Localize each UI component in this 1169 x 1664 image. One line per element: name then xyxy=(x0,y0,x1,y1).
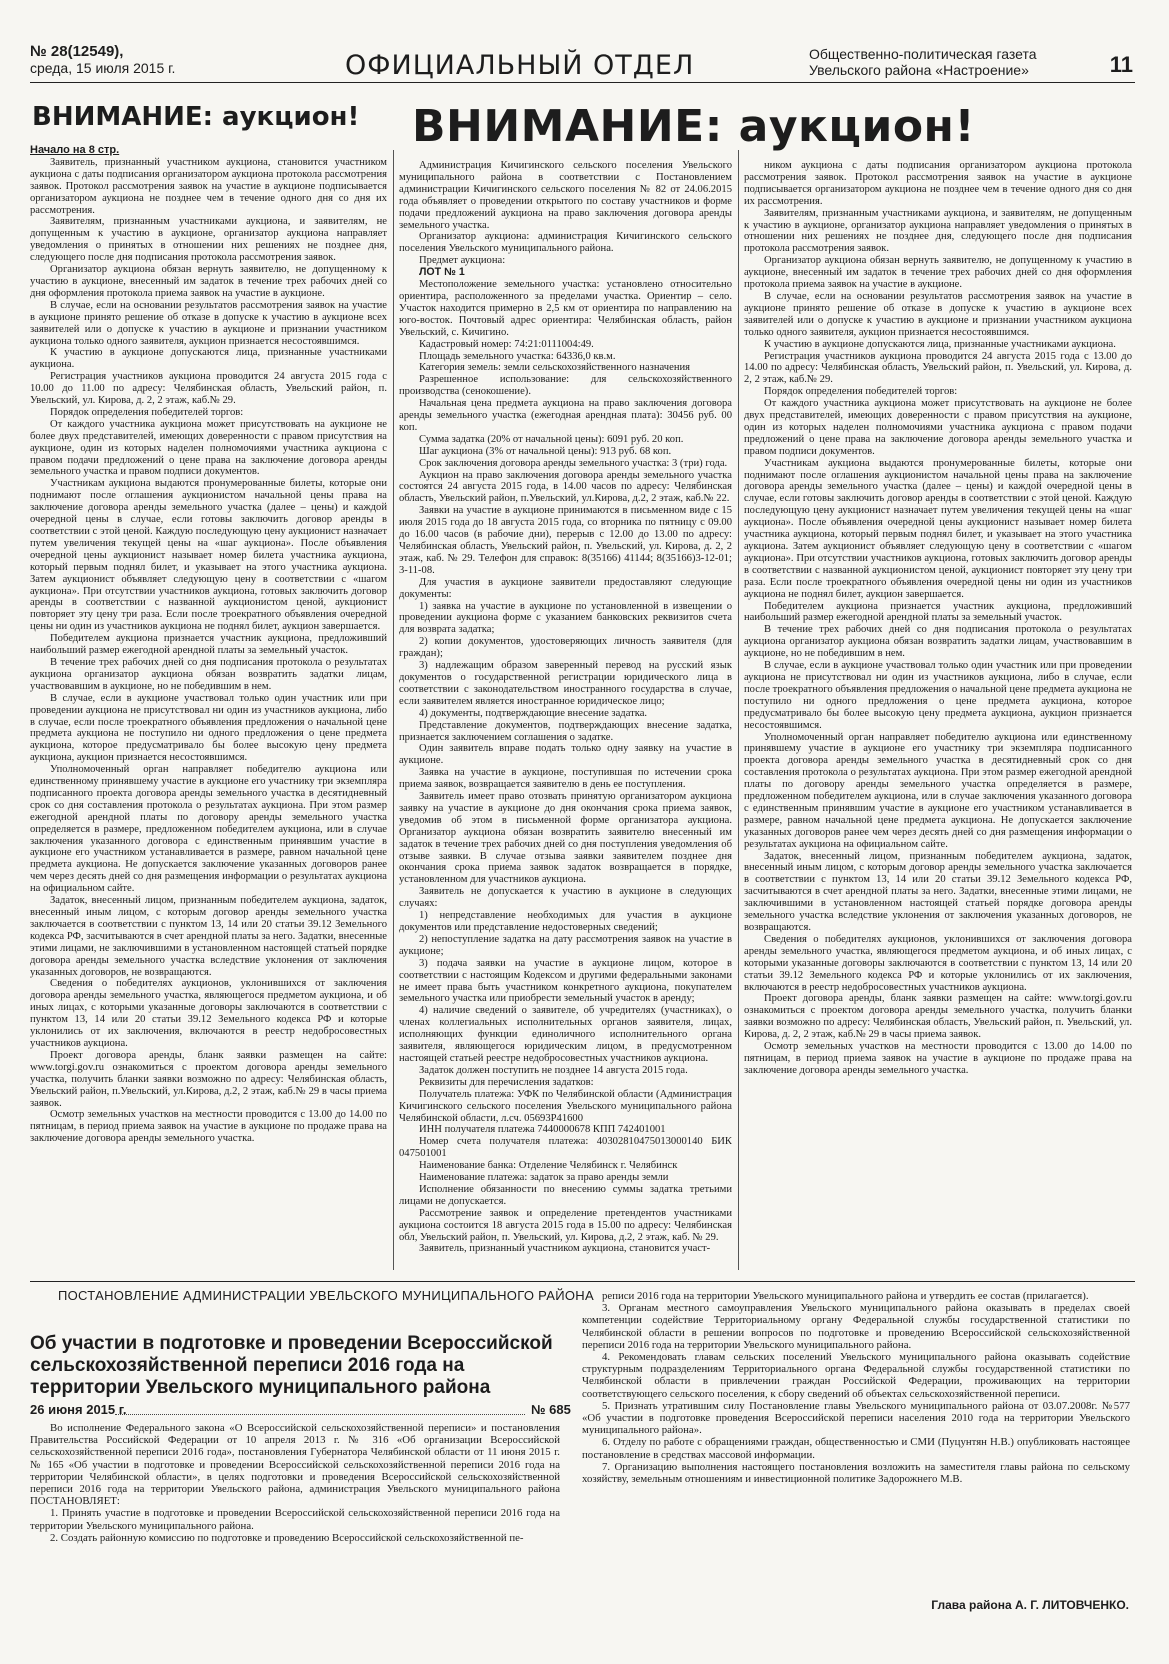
paragraph: 3) подача заявки на участие в аукционе лицом, которое в соответствии с настоящим Кодексом и другими федеральными законами не имеет права быть участником конкретного аукциона, покупателем земельного участка или приобрести земельный участок в аренду; xyxy=(399,957,732,1005)
paragraph: Проект договора аренды, бланк заявки размещен на сайте: www.torgi.gov.ru ознакомиться с проектом договора аренды земельного участка, получить бланки заявки возможно по адресу: Челябинская область, Увельский район, п. Увельский, ул. Кирова, д. 2, 2 этаж, каб.№ 29 в часы приема заявок. xyxy=(744,993,1132,1041)
paragraph: Категория земель: земли сельскохозяйственного назначения xyxy=(419,362,691,374)
paragraph: 1. Принять участие в подготовке и проведении Всероссийской сельскохозяйственной переписи 2016 года на территории Увельского муниципального района. xyxy=(30,1507,560,1532)
paragraph: К участию в аукционе допускаются лица, признанные участниками аукциона. xyxy=(30,347,387,371)
resolution-number: № 685 xyxy=(531,1402,571,1417)
paragraph: 1) заявка на участие в аукционе по установленной в извещении о проведении аукциона форме с указанием банковских реквизитов счета для возврата задатка; xyxy=(399,600,732,636)
paragraph: 2. Создать районную комиссию по подготовке и проведению Всероссийской сельскохозяйственной пе- xyxy=(50,1531,524,1544)
paragraph: 4) документы, подтверждающие внесение задатка. xyxy=(419,707,648,719)
issue-info xyxy=(30,44,175,76)
paragraph: В случае, если в аукционе участвовал только один участник или при проведении аукциона не присутствовал ни один из участников аукциона, либо в случае, если после троекратного объявления предложения о начальной цене предмета аукциона не поступило ни одного предложения о цене предмета аукциона, которое предусматривало бы более высокую цену предмета аукциона, аукцион признается несостоявшимся. xyxy=(744,660,1132,731)
paragraph: Победителем аукциона признается участник аукциона, предложивший наибольший размер ежегодной арендной платы за земельный участок. xyxy=(744,600,1132,624)
article-column-1 xyxy=(30,145,387,1273)
paragraph: Заявка на участие в аукционе, поступившая по истечении срока приема заявок, возвращается заявителю в день ее поступления. xyxy=(399,767,732,791)
paragraph: ником аукциона с даты подписания организатором аукциона протокола рассмотрения заявок. Протокол рассмотрения заявок на участие в аукционе подписывается организатором аукциона не позднее чем в течение одного дня со дня их рассмотрения. xyxy=(744,160,1132,207)
paragraph: 4) наличие сведений о заявителе, об учредителях (участниках), о членах коллегиальных исполнительных органов заявителя, лицах, исполняющих функции единоличного исполнительного органа заявителя, являющегося юридическим лицом, в предусмотренном настоящей статьей реестре недобросовестных участников аукциона. xyxy=(399,1005,732,1064)
page-number: 11 xyxy=(1109,52,1133,77)
column-divider xyxy=(738,150,739,1270)
paragraph: 3. Органам местного самоуправления Увельского муниципального района оказывать в пределах своей компетенции содействие Территориальному органу Федеральной службы государственной статистики по Челябинской области в решении вопросов по подготовке и проведению Всероссийской сельскохозяйственной переписи 2016 года на территории Увельского муниципального района. xyxy=(582,1302,1130,1351)
paragraph: Заявки на участие в аукционе принимаются в письменном виде с 15 июля 2015 года до 18 августа 2015 года, со вторника по пятницу с 09.00 до 16.00 часов (в рабочие дни), перерыв с 12.00 до 13.00 по адресу: Челябинская область, Увельский район, п. Увельский, ул. Кирова, д. 2, 2 этаж, каб. № 29. Телефон для справок: 8(35166) 41144; 8(35166)3-12-01; 3-11-08. xyxy=(399,505,732,576)
resolution-date: 26 июня 2015 г. xyxy=(30,1402,127,1417)
big-headline: ВНИМАНИЕ: аукцион! xyxy=(412,101,976,152)
paragraph: Участникам аукциона выдаются пронумерованные билеты, которые они поднимают после оглашения аукционистом начальной цены права на заключение договора аренды земельного участка (далее – цены) и каждой очередной цены в случае, если готовы заключить договор аренды в соответствии с этой ценой. Каждую последующую цену аукционист назначает путем увеличения текущей цены на «шаг аукциона». После объявления очередной цены аукционист называет номер билета участника аукциона, который первым поднял билет, и указывает на этого участника аукциона. Затем аукционист объявляет следующую цену в соответствии с «шагом аукциона». При отсутствии участников аукциона, готовых заключить договор аренды в соответствии с названной аукционистом ценой, аукционист повторяет эту цену три раза. Если после троекратного объявления очередной цены ни один из участников аукциона не поднял билет, аукцион завершается. xyxy=(744,457,1132,600)
paragraph: Заявитель, признанный участником аукциона, становится участником аукциона с даты подписания организатором аукциона протокола рассмотрения заявок. Протокол рассмотрения заявок на участие в аукционе подписывается организатором аукциона не позднее чем в течение одного дня со дня их рассмотрения. xyxy=(30,156,387,216)
paragraph: Уполномоченный орган направляет победителю аукциона или единственному принявшему участие в аукционе его участнику три экземпляра подписанного проекта договора аренды земельного участка в десятидневный срок со дня составления протокола о результатах аукциона. При этом размер ежегодной арендной платы по договору аренды земельного участка определяется в размере, предложенном победителем аукциона, или в случае заключения указанного договора с единственным принявшим участие в аукционе его участником устанавливается в размере, равном начальной цене предмета аукциона. Не допускается заключение указанных договоров ранее чем через десять дней со дня размещения информации о результатах аукциона на официальном сайте. xyxy=(30,764,387,895)
paragraph: В случае, если в аукционе участвовал только один участник или при проведении аукциона не присутствовал ни один из участников аукциона, либо в случае, если после троекратного объявления предложения о начальной цене предмета аукциона не поступило ни одного предложения о цене предмета аукциона, которое предусматривало бы более высокую цену предмета аукциона, аукцион признается несостоявшимся. xyxy=(30,692,387,764)
paragraph: Организатор аукциона: администрация Кичигинского сельского поселения Увельского муниципального района. xyxy=(399,231,732,255)
paragraph: Порядок определения победителей торгов: xyxy=(50,406,244,418)
resolution-right-column xyxy=(582,1290,1130,1485)
article-column-3 xyxy=(744,160,1132,1273)
paragraph: Кадастровый номер: 74:21:0111004:49. xyxy=(419,338,594,350)
paragraph: Победителем аукциона признается участник аукциона, предложивший наибольший размер ежегодной арендной платы за земельный участок. xyxy=(30,633,387,657)
paragraph: В течение трех рабочих дней со дня подписания протокола о результатах аукциона организатор аукциона обязан возвратить задатки лицам, участвовавшим в аукционе, но не победившим в нем. xyxy=(744,624,1132,660)
continuation-note: Начало на 8 стр. xyxy=(30,145,120,156)
paragraph: Местоположение земельного участка: установлено относительно ориентира, расположенного за пределами участка. Ориентир – село. Участок находится примерно в 2,5 км от ориентира по направлению на юго-восток. Почтовый адрес ориентира: Челябинская область, район Увельский, с. Кичигино. xyxy=(399,279,732,338)
paragraph: Заявитель имеет право отозвать принятую организатором аукциона заявку на участие в аукционе до дня окончания срока приема заявок, уведомив об этом в письменной форме организатора аукциона. Организатор аукциона обязан возвратить заявителю внесенный им задаток в течение трех рабочих дней со дня поступления уведомления об отзыве заявки. В случае отзыва заявки заявителем позднее дня окончания срока приема заявок задаток возвращается в порядке, установленном для участников аукциона. xyxy=(399,791,732,886)
paragraph: Задаток должен поступить не позднее 14 августа 2015 года. xyxy=(419,1064,688,1076)
paragraph: 5. Признать утратившим силу Постановление главы Увельского муниципального района от 03.07.2008г. №577 «Об участии в подготовке проведения Всероссийской переписи населения 2010 года на территории Увельского муниципального района». xyxy=(582,1399,1130,1437)
paragraph: 4. Рекомендовать главам сельских поселений Увельского муниципального района оказывать содействие структурным подразделениям Территориального органа Федеральной службы государственной статистики по Челябинской области в привлечении граждан Российской Федерации, проживающих на территории соответствующего сельского поселения, к сбору сведений об объектах сельскохозяйственной переписи. xyxy=(582,1351,1130,1400)
paragraph: Участникам аукциона выдаются пронумерованные билеты, которые они поднимают после оглашения аукционистом начальной цены права на заключение договора аренды земельного участка (далее – цены) и каждой очередной цены в случае, если готовы заключить договор аренды в соответствии с этой ценой. Каждую последующую цену аукционист назначает путем увеличения текущей цены на «шаг аукциона». После объявления очередной цены аукционист называет номер билета участника аукциона, который первым поднял билет, и указывает на этого участника аукциона. Затем аукционист объявляет следующую цену в соответствии с «шагом аукциона». При отсутствии участников аукциона, готовых заключить договор аренды в соответствии с названной аукционистом ценой, аукционист повторяет эту цену три раза. Если после троекратного объявления очередной цены ни один из участников аукциона не поднял билет, аукцион завершается. xyxy=(30,478,387,633)
column-divider xyxy=(393,150,394,1270)
paragraph: ЛОТ № 1 xyxy=(419,266,465,279)
newspaper-line2: Увельского района «Настроение» xyxy=(809,62,1029,78)
paragraph: Организатор аукциона обязан вернуть заявителю, не допущенному к участию в аукционе, внесенный им задаток в течение трех рабочих дней со дня оформления протокола приема заявок на участие в аукционе. xyxy=(744,255,1132,291)
paragraph: Рассмотрение заявок и определение претендентов участниками аукциона состоится 18 августа 2015 года в 15.00 по адресу: Челябинская обл, Увельский район, п. Увельский, ул. Кирова, д.2, 2 этаж, каб. № 29. xyxy=(399,1207,732,1243)
paragraph: В случае, если на основании результатов рассмотрения заявок на участие в аукционе принято решение об отказе в допуске к участию в аукционе всех заявителей или о допуске к участию в аукционе и признании участником аукциона только одного заявителя, аукцион признается несостоявшимся. xyxy=(744,290,1132,338)
paragraph: Площадь земельного участка: 64336,0 кв.м. xyxy=(419,350,616,362)
paragraph: Заявителям, признанным участниками аукциона, и заявителям, не допущенным к участию в аукционе, организатор аукциона направляет уведомления о принятых в отношении них решениях не позднее дня, следующего после дня подписания протокола рассмотрения заявок. xyxy=(744,207,1132,255)
newspaper-name xyxy=(809,46,1069,78)
paragraph: Разрешенное использование: для сельскохозяйственного производства (сенокошение). xyxy=(399,374,732,398)
signature: Глава района А. Г. ЛИТОВЧЕНКО. xyxy=(931,1598,1129,1612)
paragraph: В случае, если на основании результатов рассмотрения заявок на участие в аукционе принято решение об отказе в допуске к участию в аукционе всех заявителей или о допуске к участию в аукционе и признании участником аукциона только одного заявителя, аукцион признается несостоявшимся. xyxy=(30,299,387,347)
paragraph: Получатель платежа: УФК по Челябинской области (Администрация Кичигинского сельского поселения Увельского муниципального района Челябинской области, л.сч. 05693Р41600 xyxy=(399,1088,732,1124)
paragraph: Порядок определения победителей торгов: xyxy=(764,386,958,398)
paragraph: ИНН получателя платежа 7440000678 КПП 742401001 xyxy=(419,1124,666,1136)
paragraph: Начальная цена предмета аукциона на право заключения договора аренды земельного участка (ежегодная арендная плата): 30456 руб. 00 коп. xyxy=(399,398,732,433)
issue-date: среда, 15 июля 2015 г. xyxy=(30,60,176,76)
paragraph: К участию в аукционе допускаются лица, признанные участниками аукциона. xyxy=(764,338,1116,350)
header-rule xyxy=(30,82,1135,83)
paragraph: Аукцион на право заключения договора аренды земельного участка состоятся 24 августа 2015 года, в 14.00 часов по адресу: Челябинская область, Увельский район, п.Увельский, ул.Кирова, д.2, 2 этаж, каб.№ 22. xyxy=(399,469,732,505)
resolution-left-column xyxy=(30,1422,560,1544)
paragraph: Уполномоченный орган направляет победителю аукциона или единственному принявшему участие в аукционе его участнику три экземпляра подписанного проекта договора аренды земельного участка в десятидневный срок со дня составления протокола о результатах аукциона. При этом размер ежегодной арендной платы по договору аренды земельного участка определяется в размере, предложенном победителем аукциона, или в случае заключения указанного договора с единственным принявшим участие в аукционе его участником устанавливается в размере, равном начальной цене предмета аукциона. Не допускается заключение указанных договоров ранее чем через десять дней со дня размещения информации о результатах аукциона на официальном сайте. xyxy=(744,731,1132,850)
paragraph: Предмет аукциона: xyxy=(419,255,506,267)
dotted-separator xyxy=(115,1414,525,1415)
paragraph: Наименование платежа: задаток за право аренды земли xyxy=(419,1172,669,1184)
paragraph: Срок заключения договора аренды земельного участка: 3 (три) года. xyxy=(419,457,728,469)
paragraph: 3) надлежащим образом заверенный перевод на русский язык документов о государственной регистрации юридического лица в соответствии с законодательством иностранного государства в случае, если заявителем является иностранное юридическое лицо; xyxy=(399,660,732,707)
paragraph: Заявитель не допускается к участию в аукционе в следующих случаях: xyxy=(399,886,732,910)
paragraph: Сведения о победителях аукционов, уклонившихся от заключения договора аренды земельного участка, являющегося предметом аукциона, и об иных лицах, с которыми указанные договоры заключаются в соответствии с пунктом 13, 14 или 20 статьи 39.12 Земельного кодекса РФ и которые уклонились от их заключения, включаются в реестр недобросовестных участников аукциона. xyxy=(744,933,1132,993)
paragraph: Администрация Кичигинского сельского поселения Увельского муниципального района в соответствии с Постановлением администрации Кичигинского сельского поселения № 82 от 24.06.2015 года объявляет о проведении открытого по составу участников и форме подачи предложений аукциона на право заключения договора аренды земельного участка. xyxy=(399,160,732,231)
paragraph: 7. Организацию выполнения настоящего постановления возложить на заместителя главы района по сельскому хозяйству, земельным отношениям и инвестиционной политике Задорожнего М.В. xyxy=(582,1460,1130,1486)
paragraph: 2) непоступление задатка на дату рассмотрения заявок на участие в аукционе; xyxy=(399,933,732,957)
paragraph: Заявителям, признанным участниками аукциона, и заявителям, не допущенным к участию в аукционе, организатор аукциона направляет уведомления о принятых в отношении них решениях не позднее дня, следующего после дня подписания протокола рассмотрения заявок. xyxy=(30,216,387,264)
paragraph: Представление документов, подтверждающих внесение задатка, признается заключением соглашения о задатке. xyxy=(399,719,732,743)
paragraph: В течение трех рабочих дней со дня подписания протокола о результатах аукциона организатор аукциона обязан возвратить задатки лицам, участвовавшим в аукционе, но не победившим в нем. xyxy=(30,656,387,692)
paragraph: Сумма задатка (20% от начальной цены): 6091 руб. 20 коп. xyxy=(419,433,684,445)
paragraph: Для участия в аукционе заявители предоставляют следующие документы: xyxy=(399,576,732,600)
paragraph: Осмотр земельных участков на местности проводится с 13.00 до 14.00 по пятницам, в период приема заявок на участие в аукционе по продаже права на заключение договора аренды земельного участка. xyxy=(30,1109,387,1145)
issue-number: № 28(12549), xyxy=(30,43,124,60)
section-rule xyxy=(30,1281,1135,1282)
paragraph: Регистрация участников аукциона проводится 24 августа 2015 года с 13.00 до 14.00 по адресу: Челябинская область, Увельский район, п. Увельский, ул. Кирова, д. 2, 2 этаж, каб.№ 29. xyxy=(744,350,1132,386)
paragraph: Шаг аукциона (3% от начальной цены): 913 руб. 68 коп. xyxy=(419,445,672,457)
paragraph: Исполнение обязанности по внесению суммы задатка третьими лицами не допускается. xyxy=(399,1183,732,1207)
small-headline: ВНИМАНИЕ: аукцион! xyxy=(32,102,360,132)
paragraph: От каждого участника аукциона может присутствовать на аукционе не более двух представителей, имеющих доверенности с правом присутствия на аукционе, один из которых наделен полномочиями участника аукциона с правом подачи предложений о цене права на заключение договора аренды земельного участка и правом подписи документов. xyxy=(30,418,387,478)
paragraph: Во исполнение Федерального закона «О Всероссийской сельскохозяйственной переписи» и постановления Правительства Российской Федерации от 10 апреля 2013 г. № 316 «Об организации Всероссийской сельскохозяйственной переписи 2016 года», постановления Губернатора Челябинской области от 11 июня 2015 г. № 165 «Об участии в подготовке и проведении Всероссийской сельскохозяйственной переписи 2016 года на территории Челябинской области», в целях подготовки и проведения Всероссийской сельскохозяйственной переписи 2016 года на территории Увельского района, администрация Увельского муниципального района ПОСТАНОВЛЯЕТ: xyxy=(30,1422,560,1508)
paragraph: Сведения о победителях аукционов, уклонившихся от заключения договора аренды земельного участка, являющегося предметом аукциона, и об иных лицах, с которыми указанные договоры заключаются в соответствии с пунктом 13, 14 или 20 статьи 39.12 Земельного кодекса РФ и которые уклонились от их заключения, включаются в реестр недобросовестных участников аукциона. xyxy=(30,978,387,1049)
paragraph: 6. Отделу по работе с обращениями граждан, общественностью и СМИ (Пуцунтян Н.В.) опубликовать настоящее постановление в средствах массовой информации. xyxy=(582,1436,1130,1461)
section-title: ОФИЦИАЛЬНЫЙ ОТДЕЛ xyxy=(345,50,695,81)
paragraph: Проект договора аренды, бланк заявки размещен на сайте: www.torgi.gov.ru ознакомиться с проектом договора аренды земельного участка, получить бланки заявки возможно по адресу: Челябинская область, Увельский район, п.Увельский, ул.Кирова, д.2, 2 этаж, каб.№ 29 в часы приема заявок. xyxy=(30,1049,387,1109)
paragraph: Осмотр земельных участков на местности проводится с 13.00 до 14.00 по пятницам, в период приема заявок на участие в аукционе по продаже права на заключение договора аренды земельного участка. xyxy=(744,1041,1132,1076)
paragraph: 2) копии документов, удостоверяющих личность заявителя (для граждан); xyxy=(399,636,732,660)
resolution-heading: ПОСТАНОВЛЕНИЕ АДМИНИСТРАЦИИ УВЕЛЬСКОГО МУНИЦИПАЛЬНОГО РАЙОНА xyxy=(58,1288,594,1303)
paragraph: Номер счета получателя платежа: 40302810475013000140 БИК 047501001 xyxy=(399,1136,732,1160)
paragraph: реписи 2016 года на территории Увельского муниципального района и утвердить ее состав (прилагается). xyxy=(602,1290,1089,1302)
paragraph: Один заявитель вправе подать только одну заявку на участие в аукционе. xyxy=(399,743,732,767)
paragraph: Регистрация участников аукциона проводится 24 августа 2015 года с 10.00 до 11.00 по адресу: Челябинская область, Увельский район, п. Увельский, ул. Кирова, д. 2, 2 этаж, каб.№ 29. xyxy=(30,371,387,407)
article-column-2 xyxy=(399,160,732,1273)
paragraph: 1) непредставление необходимых для участия в аукционе документов или представление недостоверных сведений; xyxy=(399,910,732,933)
paragraph: Задаток, внесенный лицом, признанным победителем аукциона, задаток, внесенный иным лицом, с которым договор аренды земельного участка заключается в соответствии с пунктом 13, 14 или 20 статьи 39.12 Земельного кодекса РФ, засчитываются в счет арендной платы за него. Задатки, внесенные этими лицами, не заключившими в установленном настоящей статьей порядке договора аренды земельного участка вследствие уклонения от заключения указанных договоров, не возвращаются. xyxy=(30,895,387,978)
paragraph: Заявитель, признанный участником аукциона, становится участ- xyxy=(419,1243,711,1255)
paragraph: Организатор аукциона обязан вернуть заявителю, не допущенному к участию в аукционе, внесенный им задаток в течение трех рабочих дней со дня оформления протокола приема заявок на участие в аукционе. xyxy=(30,264,387,299)
newspaper-line1: Общественно-политическая газета xyxy=(809,46,1037,62)
paragraph: Наименование банка: Отделение Челябинск г. Челябинск xyxy=(419,1160,678,1172)
page-header xyxy=(0,0,1169,95)
paragraph: Реквизиты для перечисления задатков: xyxy=(419,1076,594,1088)
resolution-title: Об участии в подготовке и проведении Всероссийской сельскохозяйственной переписи 2016 года на территории Увельского муниципального района xyxy=(30,1333,553,1398)
paragraph: От каждого участника аукциона может присутствовать на аукционе не более двух представителей, имеющих доверенности с правом присутствия на аукционе, один из которых наделен полномочиями участника аукциона с правом подачи предложений о цене права на заключение договора аренды земельного участка и правом подписи документов. xyxy=(744,398,1132,457)
paragraph: Задаток, внесенный лицом, признанным победителем аукциона, задаток, внесенный иным лицом, с которым договор аренды земельного участка заключается в соответствии с пунктом 13, 14 или 20 статьи 39.12 Земельного кодекса РФ, засчитываются в счет арендной платы за него. Задатки, внесенные этими лицами, не заключившими в установленном настоящей статьей порядке договора аренды земельного участка вследствие уклонения от заключения указанных договоров, не возвращаются. xyxy=(744,850,1132,933)
